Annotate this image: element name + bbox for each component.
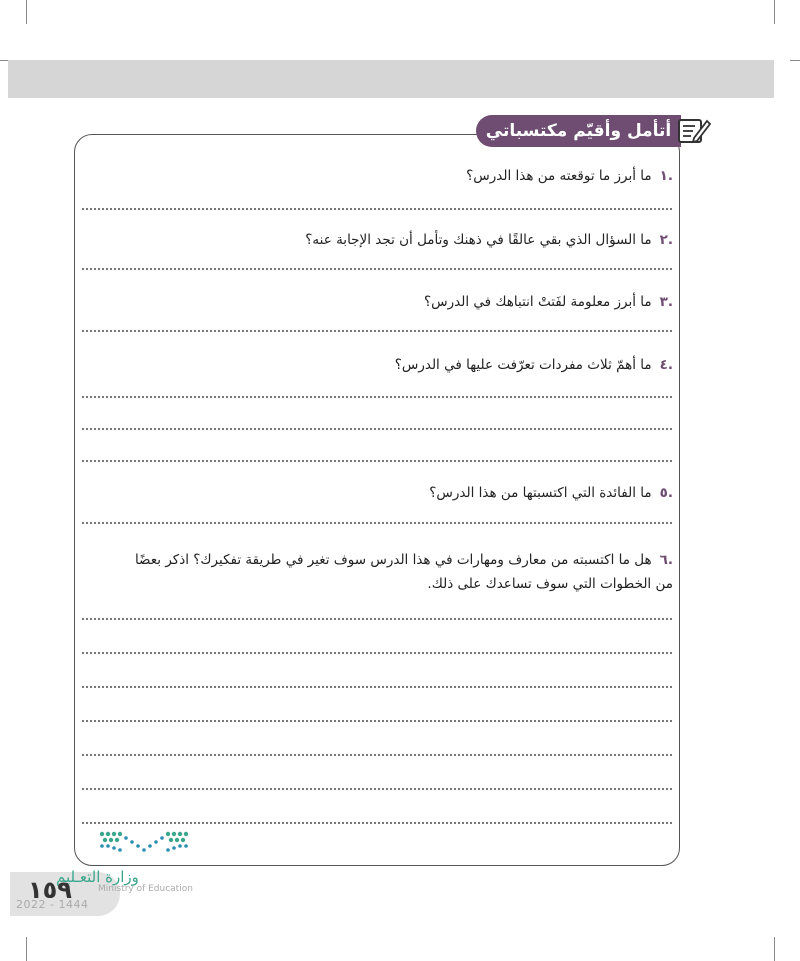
question-text: ما أبرز ما توقعته من هذا الدرس؟ (466, 168, 652, 184)
answer-line[interactable] (82, 788, 672, 790)
crop-mark (774, 0, 775, 24)
ministry-logo-icon (96, 826, 192, 860)
note-edit-icon (676, 114, 712, 146)
section-title: أتأمل وأقيّم مكتسباتي (476, 115, 681, 147)
question-number: .١ (659, 168, 673, 184)
ministry-name-arabic: وزارة التعـليم (56, 868, 139, 886)
answer-line[interactable] (82, 652, 672, 654)
answer-line[interactable] (82, 754, 672, 756)
answer-line[interactable] (82, 396, 672, 398)
question-item (429, 481, 673, 505)
ministry-name-english: Ministry of Education (98, 884, 193, 894)
question-item (395, 353, 673, 377)
question-text: ما السؤال الذي بقي عالقًا في ذهنك وتأمل أن تجد الإجابة عنه؟ (305, 232, 652, 248)
crop-mark (26, 937, 27, 961)
question-number: .٥ (659, 485, 673, 501)
answer-line[interactable] (82, 428, 672, 430)
question-text: ما أهمّ ثلاث مفردات تعرّفت عليها في الدرس؟ (394, 357, 652, 373)
question-number: .٦ (659, 552, 673, 568)
question-number: .٢ (659, 232, 673, 248)
answer-line[interactable] (82, 208, 672, 210)
answer-line[interactable] (82, 330, 672, 332)
question-item (466, 164, 673, 188)
question-text: هل ما اكتسبته من معارف ومهارات في هذا الدرس سوف تغير في طريقة تفكيرك؟ اذكر بعضًا من الخطوات التي سوف تساعدك على ذلك. (134, 552, 673, 592)
answer-line[interactable] (82, 720, 672, 722)
question-item (305, 228, 673, 252)
question-item (123, 548, 673, 596)
question-number: .٣ (659, 294, 673, 310)
page-number: ١٥٩ (28, 876, 72, 904)
edition-year: 2022 - 1444 (16, 898, 89, 911)
answer-line[interactable] (82, 460, 672, 462)
answer-line[interactable] (82, 686, 672, 688)
crop-mark (26, 0, 27, 24)
question-item (424, 290, 673, 314)
answer-line[interactable] (82, 822, 672, 824)
answer-line[interactable] (82, 618, 672, 620)
question-text: ما أبرز معلومة لفَتتْ انتباهك في الدرس؟ (424, 294, 652, 310)
header-band (8, 60, 774, 98)
crop-mark (790, 60, 800, 61)
crop-mark (774, 937, 775, 961)
question-number: .٤ (659, 357, 673, 373)
question-text: ما الفائدة التي اكتسبتها من هذا الدرس؟ (429, 485, 652, 501)
answer-line[interactable] (82, 268, 672, 270)
answer-line[interactable] (82, 522, 672, 524)
